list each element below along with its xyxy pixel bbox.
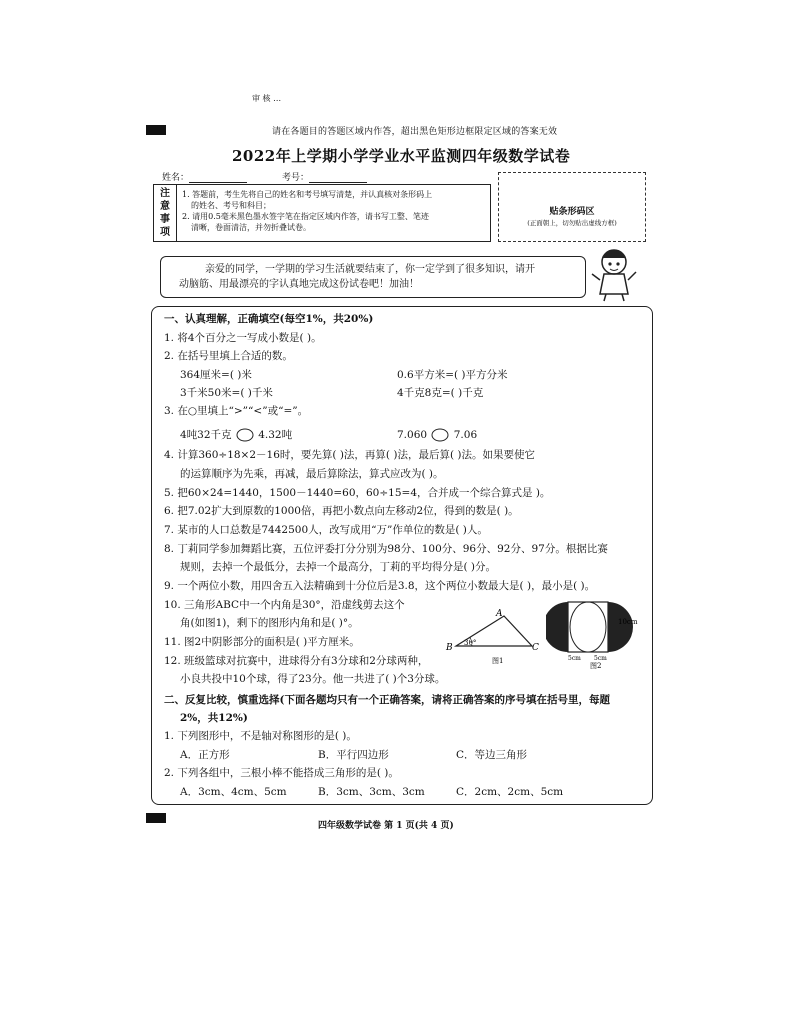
compare-circle-1[interactable]: [235, 428, 255, 442]
section2-heading-b: 2%，共12%): [180, 712, 248, 724]
section2-heading: 二、反复比较，慎重选择(下面各题均只有一个正确答案，请将正确答案的序号填在括号里，每题: [164, 694, 610, 706]
top-mark: 审 核 …: [252, 94, 282, 103]
notes-text: 1. 答题前，考生先将自己的姓名和考号填写清楚，并认真核对条形码上 的姓名、考号和科目； 2. 请用0.5毫米黑色墨水签字笔在指定区域内作答，请书写工整、笔迹 清晰，卷面清洁，并勿折叠试卷。: [182, 190, 433, 232]
s2-q2-option-b[interactable]: B．3cm、3cm、3cm: [318, 786, 425, 798]
q3b: 7.060 7.06: [397, 429, 478, 441]
fig2-caption: 图2: [590, 662, 602, 670]
q2b: 0.6平方米=( )平方分米: [397, 369, 508, 381]
s2-q2-option-c[interactable]: C．2cm、2cm、5cm: [456, 786, 564, 798]
barcode-area: [498, 172, 646, 242]
fig1-label-c: C: [532, 643, 539, 653]
fig1-caption: 图1: [492, 657, 504, 665]
name-field[interactable]: [162, 172, 247, 183]
q2c: 3千米50米=( )千米: [180, 387, 273, 399]
q3: 3. 在○里填上“>”“<”或“=”。: [164, 405, 309, 417]
answer-area-notice: 请在各题目的答题区域内作答，超出黑色矩形边框限定区域的答案无效: [272, 127, 558, 137]
notes-box: [153, 184, 491, 242]
q3a: 4吨32千克 4.32吨: [180, 429, 293, 441]
q1: 1. 将4个百分之一写成小数是( )。: [164, 332, 322, 344]
q2d: 4千克8克=( )千克: [397, 387, 484, 399]
s2-q2: 2. 下列各组中，三根小棒不能搭成三角形的是( )。: [164, 767, 399, 779]
alignment-marker-bottom: [146, 813, 166, 823]
s2-q1-option-c[interactable]: C．等边三角形: [456, 749, 528, 761]
greeting-line-2: 动脑筋、用最漂亮的字认真地完成这份试卷吧！加油！: [179, 279, 419, 290]
compare-circle-2[interactable]: [430, 428, 450, 442]
q10b: 角(如图1)，剩下的图形内角和是( )°。: [180, 617, 359, 629]
q2: 2. 在括号里填上合适的数。: [164, 350, 293, 362]
section1-heading: 一、认真理解，正确填空(每空1%，共20%): [164, 313, 374, 325]
page-footer: 四年级数学试卷 第 1 页(共 4 页): [318, 821, 454, 831]
greeting-line-1: 亲爱的同学，一学期的学习生活就要结束了，你一定学到了很多知识，请开: [205, 264, 535, 275]
q10: 10. 三角形ABC中一个内角是30°，沿虚线剪去这个: [164, 599, 405, 611]
s2-q1: 1. 下列图形中，不是轴对称图形的是( )。: [164, 730, 357, 742]
q4: 4. 计算360÷18×2－16时，要先算( )法，再算( )法，最后算( )法。如果要使它: [164, 449, 535, 461]
cartoon-student-illustration: [590, 244, 638, 302]
name-label: 姓名：: [162, 173, 190, 183]
s2-q1-option-a[interactable]: A．正方形: [180, 749, 230, 761]
q8: 8. 丁莉同学参加舞蹈比赛，五位评委打分分别为98分、100分、96分、92分、97分。根据比赛: [164, 543, 608, 555]
figure2-shaded-shape: [546, 600, 642, 670]
figure1-triangle: [444, 606, 544, 668]
fig1-label-b: B: [446, 643, 453, 653]
s2-q2-option-a[interactable]: A．3cm、4cm、5cm: [180, 786, 287, 798]
q12: 12. 班级篮球对抗赛中，进球得分有3分球和2分球两种，: [164, 655, 429, 667]
q11: 11. 图2中阴影部分的面积是( )平方厘米。: [164, 636, 360, 648]
id-field[interactable]: [282, 172, 367, 183]
s2-q1-option-b[interactable]: B．平行四边形: [318, 749, 389, 761]
greeting-banner: [160, 256, 586, 298]
q6: 6. 把7.02扩大到原数的1000倍，再把小数点向左移动2位，得到的数是( )。: [164, 505, 519, 517]
barcode-hint: (正面朝上，切勿贴出虚线方框): [527, 219, 617, 227]
fig2-side: 10cm: [618, 618, 638, 626]
q7: 7. 某市的人口总数是7442500人，改写成用“万”作单位的数是( )人。: [164, 524, 488, 536]
q2a: 364厘米=( )米: [180, 369, 252, 381]
q5: 5. 把60×24=1440，1500－1440=60，60÷15=4，合并成一个综合算式是 )。: [164, 487, 551, 499]
q8b: 规则，去掉一个最低分，去掉一个最高分，丁莉的平均得分是( )分。: [180, 561, 497, 573]
fig1-label-a: A: [496, 609, 503, 619]
q12b: 小良共投中10个球，得了23分。他一共进了( )个3分球。: [180, 673, 446, 685]
barcode-title: 贴条形码区: [549, 207, 595, 217]
q4b: 的运算顺序为先乘，再减，最后算除法，算式应改为( )。: [180, 468, 444, 480]
q9: 9. 一个两位小数，用四舍五入法精确到十分位后是3.8，这个两位小数最大是( )，最小是( )。: [164, 580, 596, 592]
fig2-base2: 5cm: [594, 655, 607, 662]
fig1-angle: 30°: [464, 639, 477, 647]
fig2-base1: 5cm: [568, 655, 581, 662]
notes-label: 注 意 事 项: [154, 185, 177, 241]
alignment-marker-top: [146, 125, 166, 135]
exam-title: 2022年上学期小学学业水平监测四年级数学试卷: [232, 147, 571, 165]
id-label: 考号：: [282, 173, 310, 183]
